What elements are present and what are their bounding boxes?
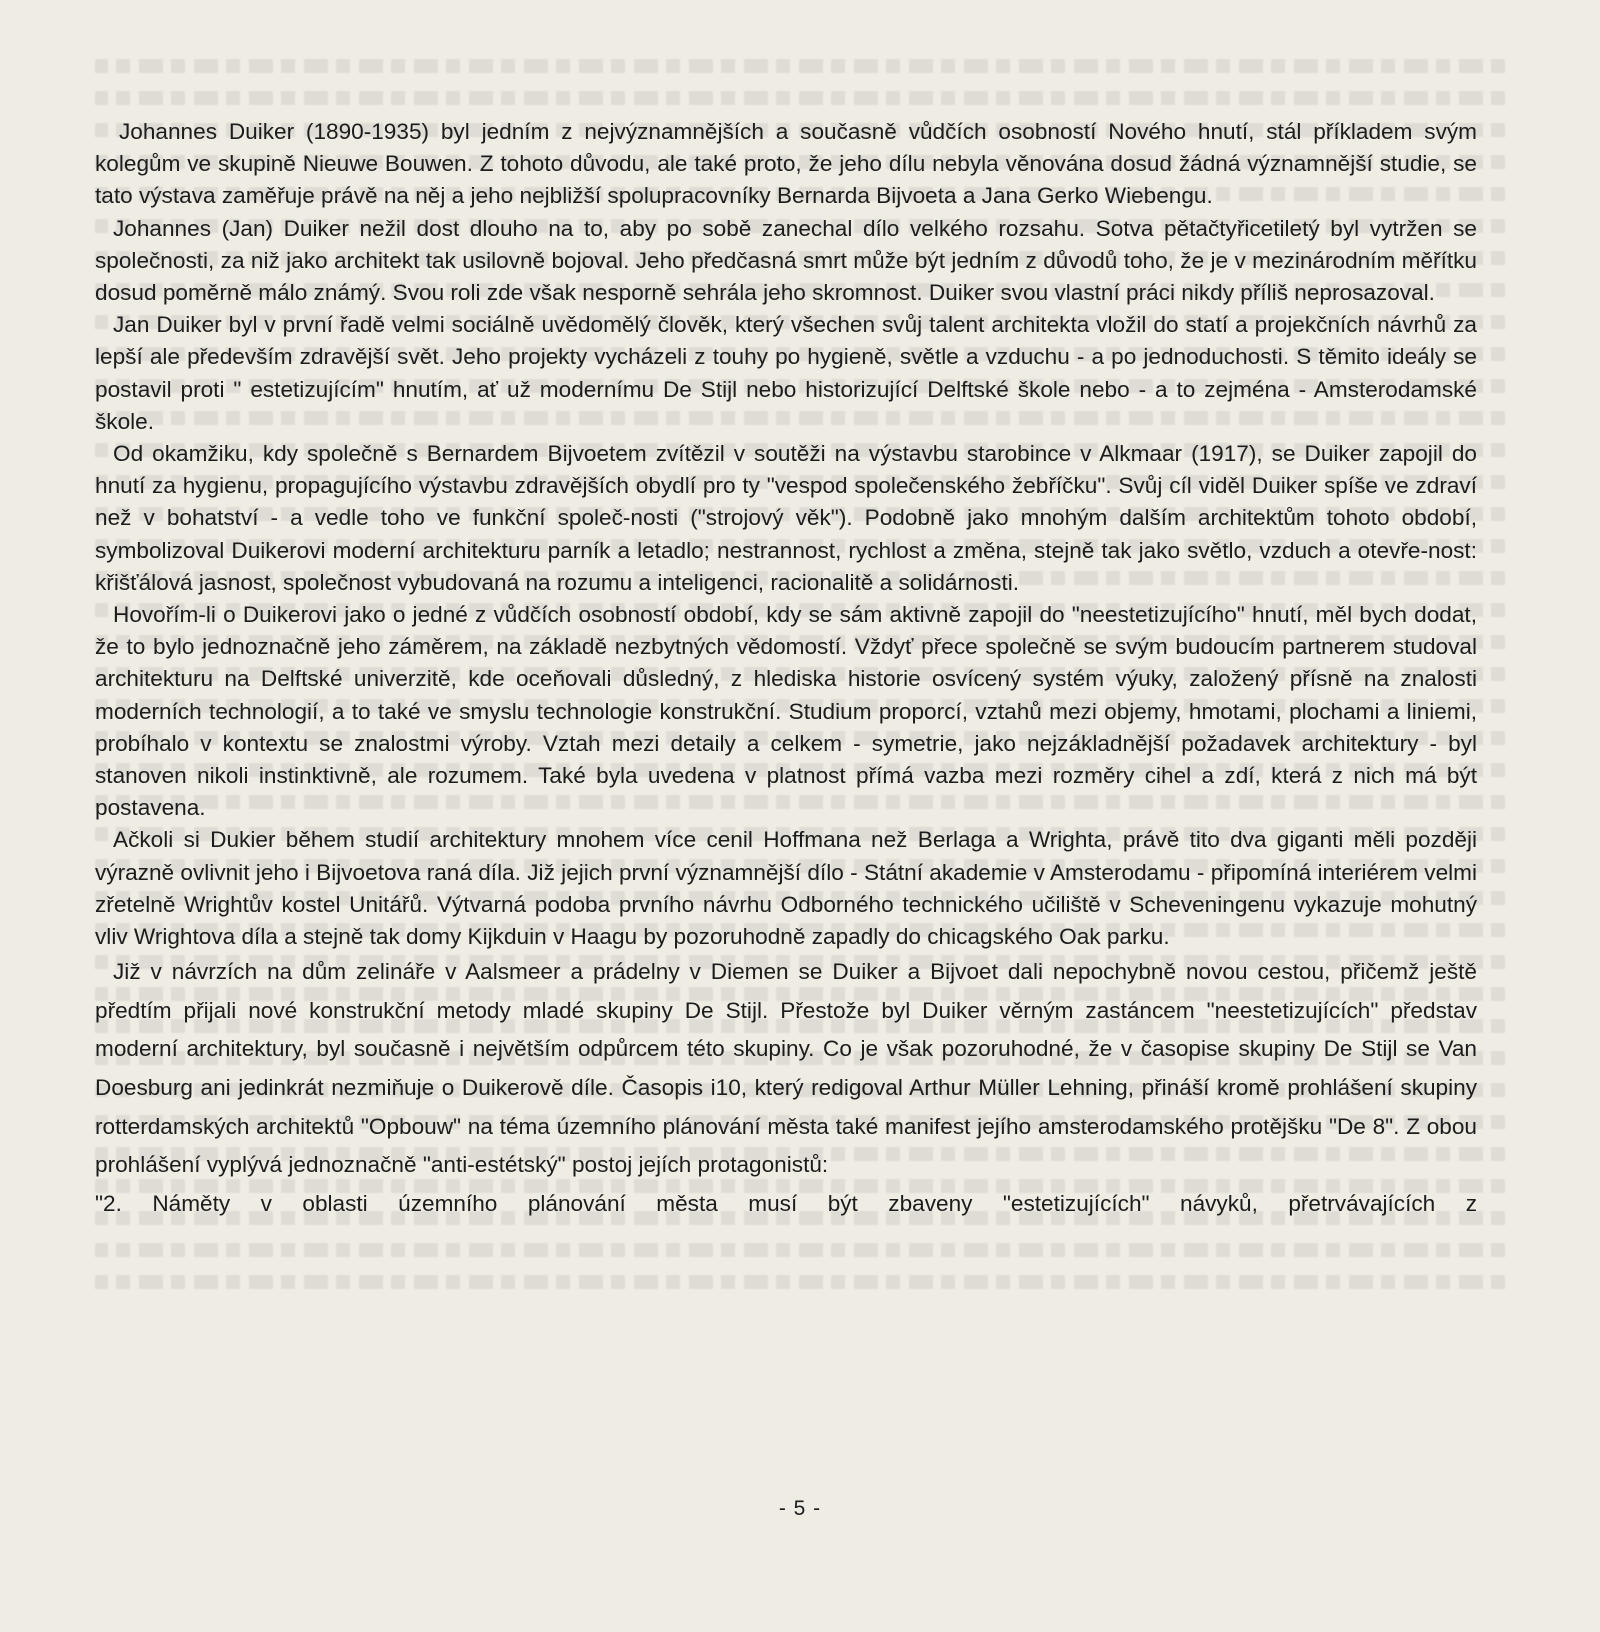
paragraph-de-stijl: Již v návrzích na dům zelináře v Aalsmeer a prádelny v Diemen se Duiker a Bijvoet dali nepochybně novou cestou, přičemž ještě předtím přijali nové konstrukční metody mladé skupiny De Stijl. Přestože byl Duiker věrným zastáncem "neestetizujících" představ moderní architektury, byl současně i největším odpůrcem této skupiny. Co je však pozoruhodné, že v časopise skupiny De Stijl se Van Doesburg ani jedinkrát nezmiňuje o Duikerově díle. Časopis i10, který redigoval Arthur Müller Lehning, přináší kromě prohlášení skupiny rotterdamských architektů "Opbouw" na téma územního plánování města také manifest jejího amsterodamského protějšku "De 8". Z obou prohlášení vyplývá jednoznačně "anti-estétský" postoj jejích protagonistů:: [95, 959, 1477, 1178]
paragraph-intro: Johannes Duiker (1890-1935) byl jedním z nejvýznamnějších a současně vůdčích osobností Nového hnutí, stál příkladem svým kolegům ve skupině Nieuwe Bouwen. Z tohoto důvodu, ale také proto, že jeho dílu nebyla věnována dosud žádná významnější studie, se tato výstava zaměřuje právě na něj a jeho nejbližší spolupracovníky Bernarda Bijvoeta a Jana Gerko Wiebengu.: [95, 119, 1477, 209]
paragraph-hygiene-movement: Od okamžiku, kdy společně s Bernardem Bijvoetem zvítězil v soutěži na výstavbu starobince v Alkmaar (1917), se Duiker zapojil do hnutí za hygienu, propagujícího výstavbu zdravějších obydlí pro ty "vespod společenského žebříčku". Svůj cíl viděl Duiker spíše ve zdraví než v bohatství - a vedle toho ve funkční společ-nosti ("strojový věk"). Podobně jako mnohým dalším architektům tohoto období, symbolizoval Duikerovi moderní architekturu parník a letadlo; nestrannost, rychlost a změna, stejně tak jako světlo, vzduch a otevře-nost: křišťálová jasnost, společnost vybudovaná na rozumu a inteligenci, racionalitě a solidárnosti.: [95, 441, 1477, 595]
paragraph-short-life: Johannes (Jan) Duiker nežil dost dlouho na to, aby po sobě zanechal dílo velkého rozsahu. Sotva pětačtyřicetiletý byl vytržen se společnosti, za niž jako architekt tak usilovně bojoval. Jeho předčasná smrt může být jedním z důvodů toho, že je v mezinárodním měřítku dosud poměrně málo známý. Svou roli zde však nesporně sehrála jeho skromnost. Duiker svou vlastní práci nikdy příliš neprosazoval.: [95, 215, 1477, 306]
paragraph-education: Hovořím-li o Duikerovi jako o jedné z vůdčích osobností období, kdy se sám aktivně zapojil do "neestetizujícího" hnutí, měl bych dodat, že to bylo jednoznačně jeho záměrem, na základě nezbytných vědomostí. Vždyť přece společně se svým budoucím partnerem studoval architekturu na Delftské univerzitě, kde oceňovali důsledný, z hlediska historie osvícený systém výuky, založený přísně na znalosti moderních technologií, a to také ve smyslu technologie konstrukční. Studium proporcí, vztahů mezi objemy, hmotami, plochami a liniemi, probíhalo v kontextu se znalostmi výroby. Vztah mezi detaily a celkem - symetrie, jako nejzákladnější požadavek architektury - byl stanoven nikoli instinktivně, ale rozumem. Také byla uvedena v platnost přímá vazba mezi rozměry cihel a zdí, která z nich má být postavena.: [95, 602, 1477, 821]
paragraph-influences: Ačkoli si Dukier během studií architektury mnohem více cenil Hoffmana než Berlaga a Wrighta, právě tito dva giganti měli později výrazně ovlivnit jeho i Bijvoetova raná díla. Již jejich první významnější dílo - Státní akademie v Amsterodamu - připomíná interiérem velmi zřetelně Wrightův kostel Unitářů. Výtvarná podoba prvního návrhu Odborného technického učiliště v Scheveningenu vykazuje mohutný vliv Wrightova díla a stejně tak domy Kijkduin v Haagu by pozoruhodně zapadly do chicagského Oak parku.: [95, 827, 1477, 950]
paragraph-social-conscience: Jan Duiker byl v první řadě velmi sociálně uvědomělý člověk, který všechen svůj talent architekta vložil do statí a projekčních návrhů za lepší ale především zdravější svět. Jeho projekty vycházeli z touhy po hygieně, světle a vzduchu - a po jednoduchosti. S těmito ideály se postavil proti " estetizujícím" hnutím, ať už modernímu De Stijl nebo historizující Delftské škole nebo - a to zejména - Amsterodamské škole.: [95, 312, 1477, 434]
paragraph-quote-start: "2. Náměty v oblasti územního plánování města musí být zbaveny "estetizujících" návyků, přetrvávajících z: [95, 1190, 1477, 1216]
page-number: - 5 -: [778, 1497, 822, 1520]
body-text: [95, 116, 1477, 1223]
